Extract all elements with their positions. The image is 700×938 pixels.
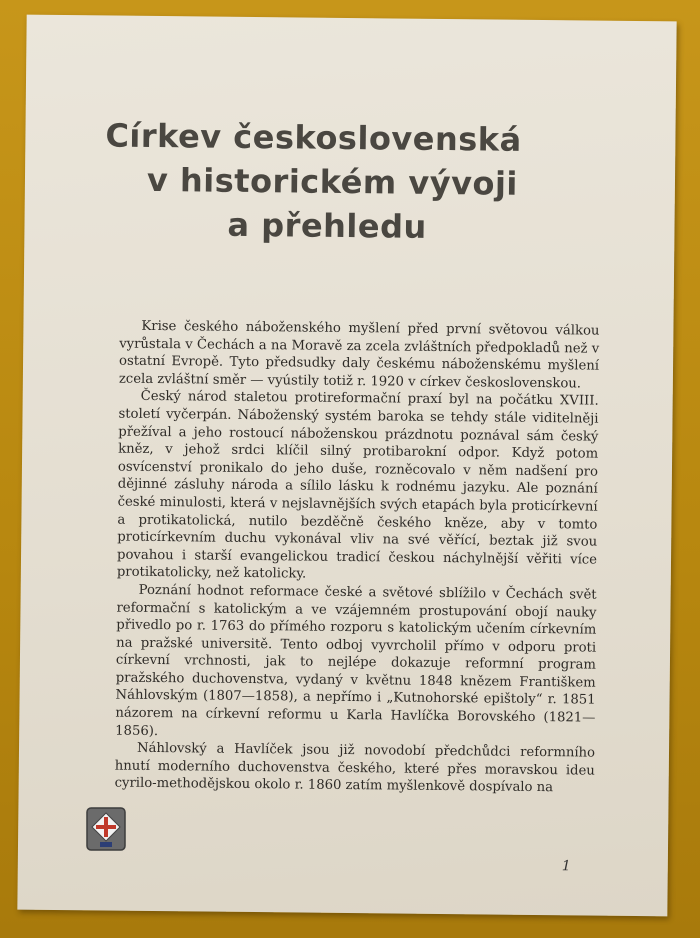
- title-line-2: v historickém vývoji: [146, 160, 519, 203]
- paragraph-4: Náhlovský a Havlíček jsou již novodobí předchůdci reformního hnutí moderního duchovenstva českého, které přes moravskou ideu cyrilo-methodějskou okolo r. 1860 zatím myšlenkově dospívalo na: [114, 741, 596, 796]
- page-number: 1: [561, 858, 571, 875]
- document-body: [115, 318, 600, 798]
- document-page: [17, 15, 676, 917]
- title-line-3: a přehledu: [227, 205, 427, 246]
- title-line-1: Církev československá: [105, 116, 522, 159]
- watermark-logo-icon: [85, 806, 127, 852]
- document-title: [94, 113, 615, 250]
- paragraph-1: Krise českého náboženského myšlení před první světovou válkou vyrůstala v Čechách a na Moravě za zcela zvláštních předpokladů než v ostatní Evropě. Tyto předsudky daly českému náboženskému myšlení zcela zvláštní směr — vyústily totiž r. 1920 v církev československou.: [118, 318, 600, 392]
- paragraph-3: Poznání hodnot reformace české a světové sblížilo v Čechách svět reformační s katolickým a ve vzájemném prostupování obojí nauky přivedlo po r. 1763 do přímého rozporu s katolickým učením církevním na pražské universitě. Tento odboj vyvrcholil přímo v odporu proti církevní vrchnosti, jak to nejlépe dokazuje reformní program pražského duchovenstva, vydaný v květnu 1848 knězem Františkem Náhlovským (1807—1858), a nepřímo i „Kutnohorské epištoly“ r. 1851 názorem na církevní reformu u Karla Havlíčka Borovského (1821—1856).: [115, 582, 597, 739]
- paragraph-2: Český národ staletou protireformační praxí byl na počátku XVIII. století vyčerpán. Náboženský systém baroka se tehdy stále viditelněji přežíval a jeho rostoucí náboženskou prázdnotu poznával sám český kněz, v jehož srdci klíčil silný protibarokní odpor. Když potom osvícenství pronikalo do jeho duše, rozněcovalo v něm nadšení pro dějinné zásluhy národa a sílilo lásku k rodnému jazyku. Ale poznání české minulosti, která v nejslavnějších svých etapách byla proticírkevní a protikatolická, nutilo bezděčně českého kněze, aby v tomto proticírkevním duchu vykonával vliv na své věřící, beztak již svou povahou i starší evangelickou tradicí českou náchylnější věřiti více protikatolicky, než katolicky.: [116, 389, 599, 582]
